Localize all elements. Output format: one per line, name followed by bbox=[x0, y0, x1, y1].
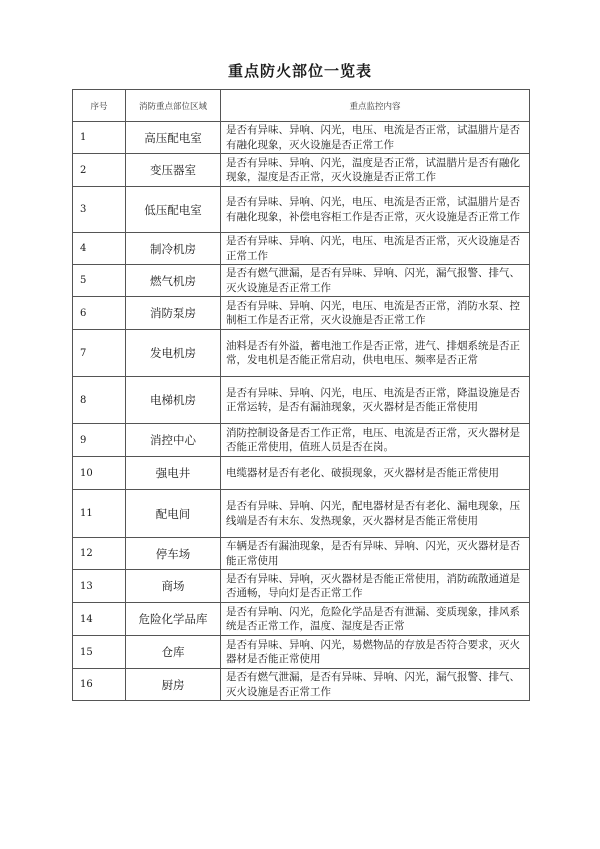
row-num: 1 bbox=[73, 122, 126, 154]
row-num: 3 bbox=[73, 187, 126, 233]
header-num: 序号 bbox=[73, 90, 126, 122]
row-num: 6 bbox=[73, 297, 126, 330]
row-num: 5 bbox=[73, 265, 126, 297]
row-area: 厨房 bbox=[126, 669, 221, 701]
table-row bbox=[73, 330, 530, 377]
row-area: 低压配电室 bbox=[126, 187, 221, 233]
row-area: 电梯机房 bbox=[126, 377, 221, 424]
row-content: 是否有异味、异响、闪光，电压、电流是否正常，试温腊片是否有融化现象，补偿电容柜工作是否正常，灭火设施是否正常工作 bbox=[221, 187, 530, 233]
header-area: 消防重点部位区域 bbox=[126, 90, 221, 122]
row-content: 车辆是否有漏油现象，是否有异味、异响、闪光，灭火器材是否能正常使用 bbox=[221, 538, 530, 570]
row-area: 消控中心 bbox=[126, 424, 221, 457]
row-area: 燃气机房 bbox=[126, 265, 221, 297]
table-row bbox=[73, 457, 530, 490]
row-area: 配电间 bbox=[126, 490, 221, 538]
row-num: 2 bbox=[73, 154, 126, 187]
fire-zones-table bbox=[72, 89, 530, 701]
row-num: 13 bbox=[73, 570, 126, 603]
row-num: 14 bbox=[73, 603, 126, 636]
row-content: 是否有异味、异响、闪光，电压、电流是否正常，降温设施是否正常运转，是否有漏油现象，灭火器材是否能正常使用 bbox=[221, 377, 530, 424]
row-num: 8 bbox=[73, 377, 126, 424]
row-area: 消防泵房 bbox=[126, 297, 221, 330]
table-row bbox=[73, 122, 530, 154]
row-content: 是否有异味、异响、闪光，电压、电流是否正常，灭火设施是否正常工作 bbox=[221, 233, 530, 265]
header-content: 重点监控内容 bbox=[221, 90, 530, 122]
row-content: 是否有异味、异响、闪光，电压、电流是否正常，消防水泵、控制柜工作是否正常，灭火设施是否正常工作 bbox=[221, 297, 530, 330]
row-num: 12 bbox=[73, 538, 126, 570]
table-row bbox=[73, 490, 530, 538]
table-row bbox=[73, 538, 530, 570]
row-area: 停车场 bbox=[126, 538, 221, 570]
row-content: 是否有异味、异响，灭火器材是否能正常使用，消防疏散通道是否通畅，导向灯是否正常工作 bbox=[221, 570, 530, 603]
row-num: 4 bbox=[73, 233, 126, 265]
row-content: 是否有异味、异响、闪光，电压、电流是否正常，试温腊片是否有融化现象，灭火设施是否正常工作 bbox=[221, 122, 530, 154]
row-area: 高压配电室 bbox=[126, 122, 221, 154]
row-content: 油料是否有外溢，蓄电池工作是否正常，进气、排烟系统是否正常，发电机是否能正常启动，供电电压、频率是否正常 bbox=[221, 330, 530, 377]
row-area: 制冷机房 bbox=[126, 233, 221, 265]
table-row bbox=[73, 424, 530, 457]
table-header-row bbox=[73, 90, 530, 122]
row-num: 15 bbox=[73, 636, 126, 669]
table-row bbox=[73, 265, 530, 297]
table-row bbox=[73, 297, 530, 330]
row-area: 商场 bbox=[126, 570, 221, 603]
table-row bbox=[73, 669, 530, 701]
row-content: 是否有异味、异响、闪光，温度是否正常，试温腊片是否有融化现象，湿度是否正常，灭火设施是否正常工作 bbox=[221, 154, 530, 187]
row-content: 电缆器材是否有老化、破损现象，灭火器材是否能正常使用 bbox=[221, 457, 530, 490]
row-num: 10 bbox=[73, 457, 126, 490]
table-row bbox=[73, 377, 530, 424]
row-area: 变压器室 bbox=[126, 154, 221, 187]
table-row bbox=[73, 187, 530, 233]
table-row bbox=[73, 233, 530, 265]
row-content: 消防控制设备是否工作正常，电压、电流是否正常，灭火器材是否能正常使用，值班人员是否在岗。 bbox=[221, 424, 530, 457]
row-area: 强电井 bbox=[126, 457, 221, 490]
row-content: 是否有异响、闪光，危险化学品是否有泄漏、变质现象，排风系统是否正常工作，温度、湿度是否正常 bbox=[221, 603, 530, 636]
row-content: 是否有燃气泄漏，是否有异味、异响、闪光，漏气报警、排气、灭火设施是否正常工作 bbox=[221, 265, 530, 297]
row-area: 发电机房 bbox=[126, 330, 221, 377]
row-num: 11 bbox=[73, 490, 126, 538]
row-content: 是否有异味、异响、闪光，易燃物品的存放是否符合要求，灭火器材是否能正常使用 bbox=[221, 636, 530, 669]
row-content: 是否有燃气泄漏，是否有异味、异响、闪光，漏气报警、排气、灭火设施是否正常工作 bbox=[221, 669, 530, 701]
table-row bbox=[73, 570, 530, 603]
row-num: 16 bbox=[73, 669, 126, 701]
page-title: 重点防火部位一览表 bbox=[227, 62, 372, 80]
row-area: 危险化学品库 bbox=[126, 603, 221, 636]
table-row bbox=[73, 636, 530, 669]
table-row bbox=[73, 154, 530, 187]
row-content: 是否有异味、异响、闪光，配电器材是否有老化、漏电现象，压线端是否有末东、发热现象，灭火器材是否能正常使用 bbox=[221, 490, 530, 538]
table-row bbox=[73, 603, 530, 636]
row-num: 7 bbox=[73, 330, 126, 377]
row-area: 仓库 bbox=[126, 636, 221, 669]
row-num: 9 bbox=[73, 424, 126, 457]
